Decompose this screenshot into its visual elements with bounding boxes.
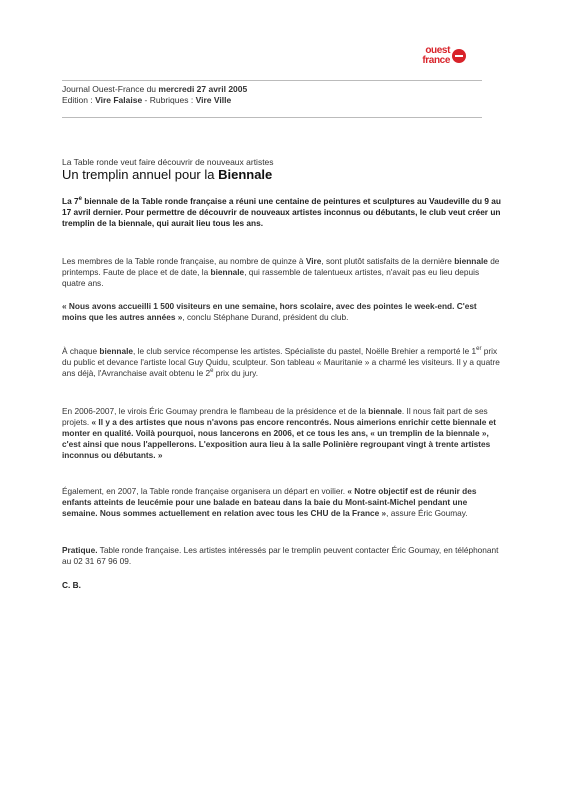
author-signature: C. B. [62,580,81,590]
logo-line-2: france [422,55,450,66]
source-line-edition [62,95,482,106]
quote: « Il y a des artistes que nous n'avons pas encore rencontrés. Nous aimerions enrichir cette biennale et monter en qualité. Voilà pourquoi, nous lancerons en 2006, et ce tous les ans, « un tremplin de la biennale », c'est ainsi que nous l'appellerons. L'exposition aura lieu à la salle Polinière regroupant vingt à trente artistes inconnus ou débutants. » [62,417,497,460]
paragraph-5 [62,486,502,519]
text-run: , assure Éric Goumay. [386,508,468,518]
keyword: Vire [305,256,322,266]
text-run: Les membres de la Table ronde française, au nombre de quinze à [62,256,306,266]
rubrique-label: - Rubriques : [142,95,196,105]
article-kicker: La Table ronde veut faire découvrir de nouveaux artistes [62,157,274,167]
text-run: Table ronde française. Les artistes intéressés par le tremplin peuvent contacter Éric Goumay, en téléphonant au 02 31 67 96 09. [62,545,499,566]
source-line-date [62,84,482,95]
keyword: biennale [368,406,402,416]
text-run: de printemps. Faute de place et de date, la [62,256,500,277]
paragraph-practical [62,545,502,567]
text-run: , le club service récompense les artistes. Spécialiste du pastel, Noëlle Brehier a remporté le 1 [133,346,477,356]
text-run: prix du jury. [213,368,259,378]
edition-label: Edition : [62,95,96,105]
logo-line-1: ouest [425,45,450,56]
headline-keyword: Biennale [218,167,273,182]
superscript: e [210,368,214,375]
header-rule-top [62,80,482,81]
article-headline [62,167,272,182]
paragraph-3 [62,346,502,379]
footer-scan-artifact [62,788,512,794]
lead-part: biennale de la Table ronde française a réuni une centaine de peintures et sculptures au Vaudeville du 9 au 17 avril dernier. Pour permettre de découvrir de nouveaux artistes inconnus ou débutants, le club veut créer un tremplin de la biennale, qui aurait lieu tous les ans. [62,196,501,228]
text-run: , qui rassemble de talentueux artistes, n'avait pas eu lieu depuis quatre ans. [62,267,480,288]
keyword: biennale [454,256,488,266]
keyword: biennale [210,267,245,277]
paragraph-1 [62,256,502,289]
source-info [62,84,482,106]
rubrique-value: Vire Ville [195,95,232,105]
keyword: biennale [99,346,134,356]
text-run: À chaque [62,346,100,356]
text-run: , sont plutôt satisfaits de la dernière [321,256,455,266]
text-run: Également, en 2007, la Table ronde française organisera un départ en voilier. [62,486,348,496]
article-lead [62,196,502,229]
paragraph-4 [62,406,502,461]
headline-text: Un tremplin annuel pour la [62,167,219,182]
source-prefix: Journal Ouest-France du [62,84,159,94]
header-rule-bottom [62,117,482,118]
logo-wordmark [416,46,450,66]
quote: « Notre objectif est de réunir des enfants atteints de leucémie pour une balade en bateau dans la baie du Mont-saint-Michel pendant une semaine. Nous sommes actuellement en relation avec tous les CHU de la France » [62,486,477,518]
superscript: er [476,346,482,353]
ouest-france-logo [416,46,466,72]
text-run: . Il nous fait part de ses projets. [62,406,488,427]
lead-part: La 7 [62,196,79,206]
quote: « Nous avons accueilli 1 500 visiteurs en une semaine, hors scolaire, avec des pointes le week-end. C'est moins que les autres années » [62,301,477,322]
text-run: En 2006-2007, le virois Éric Goumay prendra le flambeau de la présidence et de la [62,406,369,416]
paragraph-2 [62,301,502,323]
text-run: , conclu Stéphane Durand, président du club. [182,312,349,322]
lead-sup: e [78,196,82,203]
publication-date: mercredi 27 avril 2005 [158,84,248,94]
practical-label: Pratique. [62,545,98,555]
logo-mark-icon [452,49,466,63]
edition-value: Vire Falaise [95,95,143,105]
text-run: prix du public et devance l'artiste local Guy Quidu, sculpteur. Son tableau « Mauritanie » a charmé les visiteurs. Il y a quatre ans déjà, l'Avranchaise avait obtenu le 2 [62,346,500,378]
